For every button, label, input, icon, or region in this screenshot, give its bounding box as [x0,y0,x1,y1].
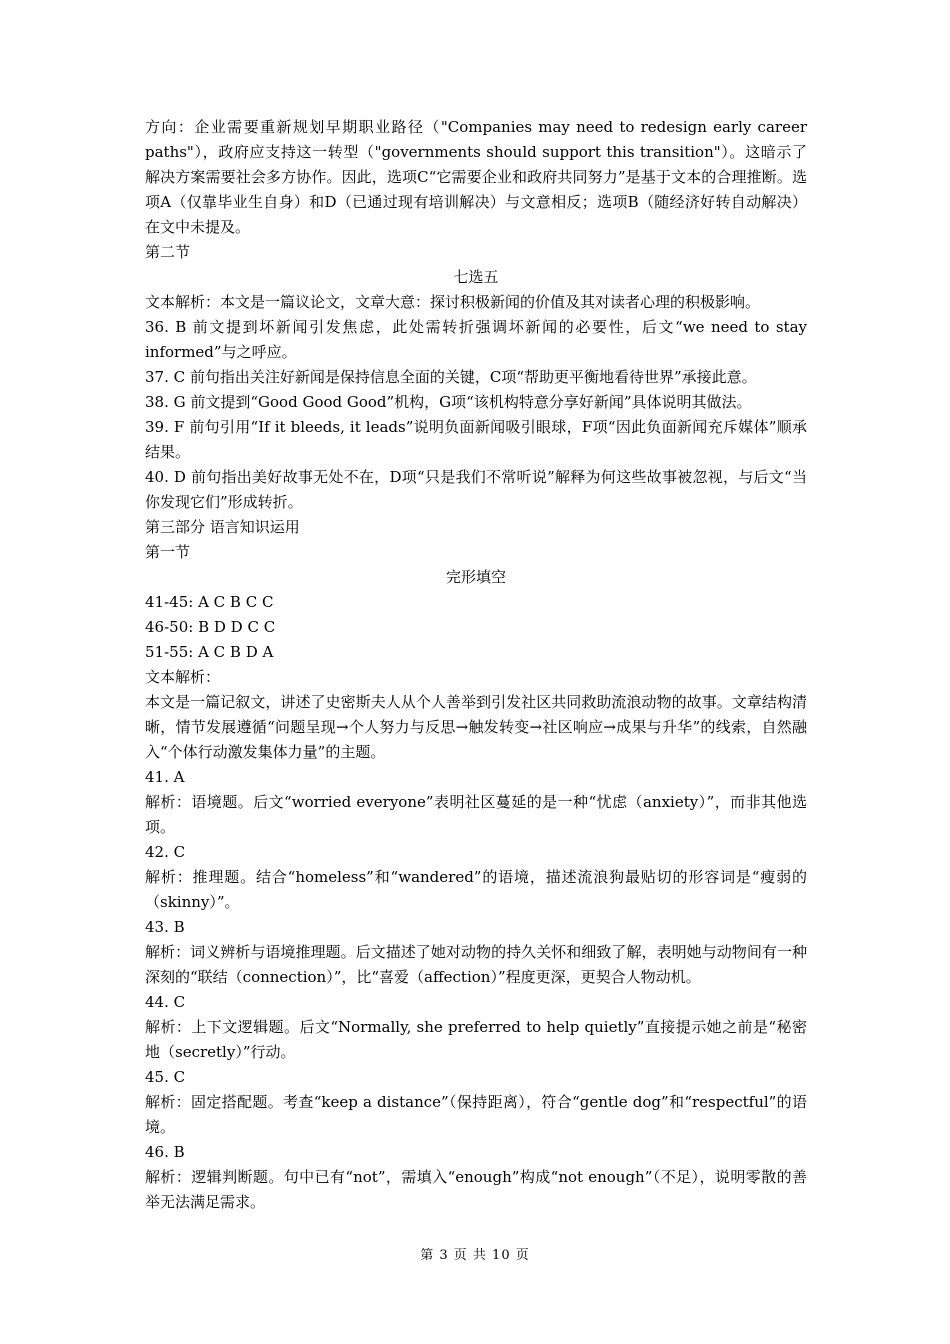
answers-41-45: 41-45: A C B C C [145,593,274,611]
item-46: 46. B [145,1143,185,1161]
paragraph-direction: 方向：企业需要重新规划早期职业路径（"Companies may need to redesign early career paths"），政府应支持这一转型（"governments should support this transition"）。这暗示了解决方案需要社会多方协作。因此，选项C“它需要企业和政府共同努力”是基于文本的合理推断。选项A（仅靠毕业生自身）和D（已通过现有培训解决）与文意相反；选项B（随经济好转自动解决）在文中未提及。 [145,118,807,236]
answer-38: 38. G 前文提到“Good Good Good”机构，G项“该机构特意分享好新闻”具体说明其做法。 [145,393,752,411]
heading-cloze: 完形填空 [445,568,506,586]
answer-40: 40. D 前句指出美好故事无处不在，D项“只是我们不常听说”解释为何这些故事被忽视，与后文“当你发现它们”形成转折。 [145,468,807,511]
answers-46-50: 46-50: B D D C C [145,618,276,636]
item-43: 43. B [145,918,185,936]
heading-part-3: 第三部分 语言知识运用 [145,518,300,536]
paragraph-story-summary: 本文是一篇记叙文，讲述了史密斯夫人从个人善举到引发社区共同救助流浪动物的故事。文章结构清晰，情节发展遵循“问题呈现→个人努力与反思→触发转变→社区响应→成果与升华”的线索，自然融入“个体行动激发集体力量”的主题。 [145,693,807,761]
answer-36: 36. B 前文提到坏新闻引发焦虑，此处需转折强调坏新闻的必要性，后文“we need to stay informed”与之呼应。 [145,318,807,361]
heading-section-1: 第一节 [145,543,191,561]
item-45: 45. C [145,1068,186,1086]
item-44: 44. C [145,993,186,1011]
page-content [145,115,807,1215]
analysis-43: 解析：词义辨析与语境推理题。后文描述了她对动物的持久关怀和细致了解，表明她与动物间有一种深刻的“联结（connection）”，比“喜爱（affection）”程度更深，更契合人物动机。 [145,943,807,986]
item-41: 41. A [145,768,185,786]
analysis-46: 解析：逻辑判断题。句中已有“not”，需填入“enough”构成“not enough”（不足），说明零散的善举无法满足需求。 [145,1168,807,1211]
analysis-42: 解析：推理题。结合“homeless”和“wandered”的语境，描述流浪狗最贴切的形容词是“瘦弱的（skinny）”。 [145,868,807,911]
analysis-44: 解析：上下文逻辑题。后文“Normally, she preferred to help quietly”直接提示她之前是“秘密地（secretly）”行动。 [145,1018,807,1061]
answer-37: 37. C 前句指出关注好新闻是保持信息全面的关键，C项“帮助更平衡地看待世界”承接此意。 [145,368,757,386]
paragraph-text-analysis: 文本解析：本文是一篇议论文，文章大意：探讨积极新闻的价值及其对读者心理的积极影响。 [145,293,761,311]
page-footer: 第 3 页 共 10 页 [420,1248,530,1263]
item-42: 42. C [145,843,186,861]
analysis-41: 解析：语境题。后文“worried everyone”表明社区蔓延的是一种“忧虑（anxiety）”，而非其他选项。 [145,793,807,836]
answers-51-55: 51-55: A C B D A [145,643,274,661]
analysis-45: 解析：固定搭配题。考查“keep a distance”（保持距离），符合“gentle dog”和“respectful”的语境。 [145,1093,807,1136]
label-text-analysis: 文本解析： [145,668,221,686]
answer-39: 39. F 前句引用“If it bleeds, it leads”说明负面新闻吸引眼球，F项“因此负面新闻充斥媒体”顺承结果。 [145,418,807,461]
heading-section-2: 第二节 [145,243,191,261]
heading-seven-choose-five: 七选五 [453,268,499,286]
